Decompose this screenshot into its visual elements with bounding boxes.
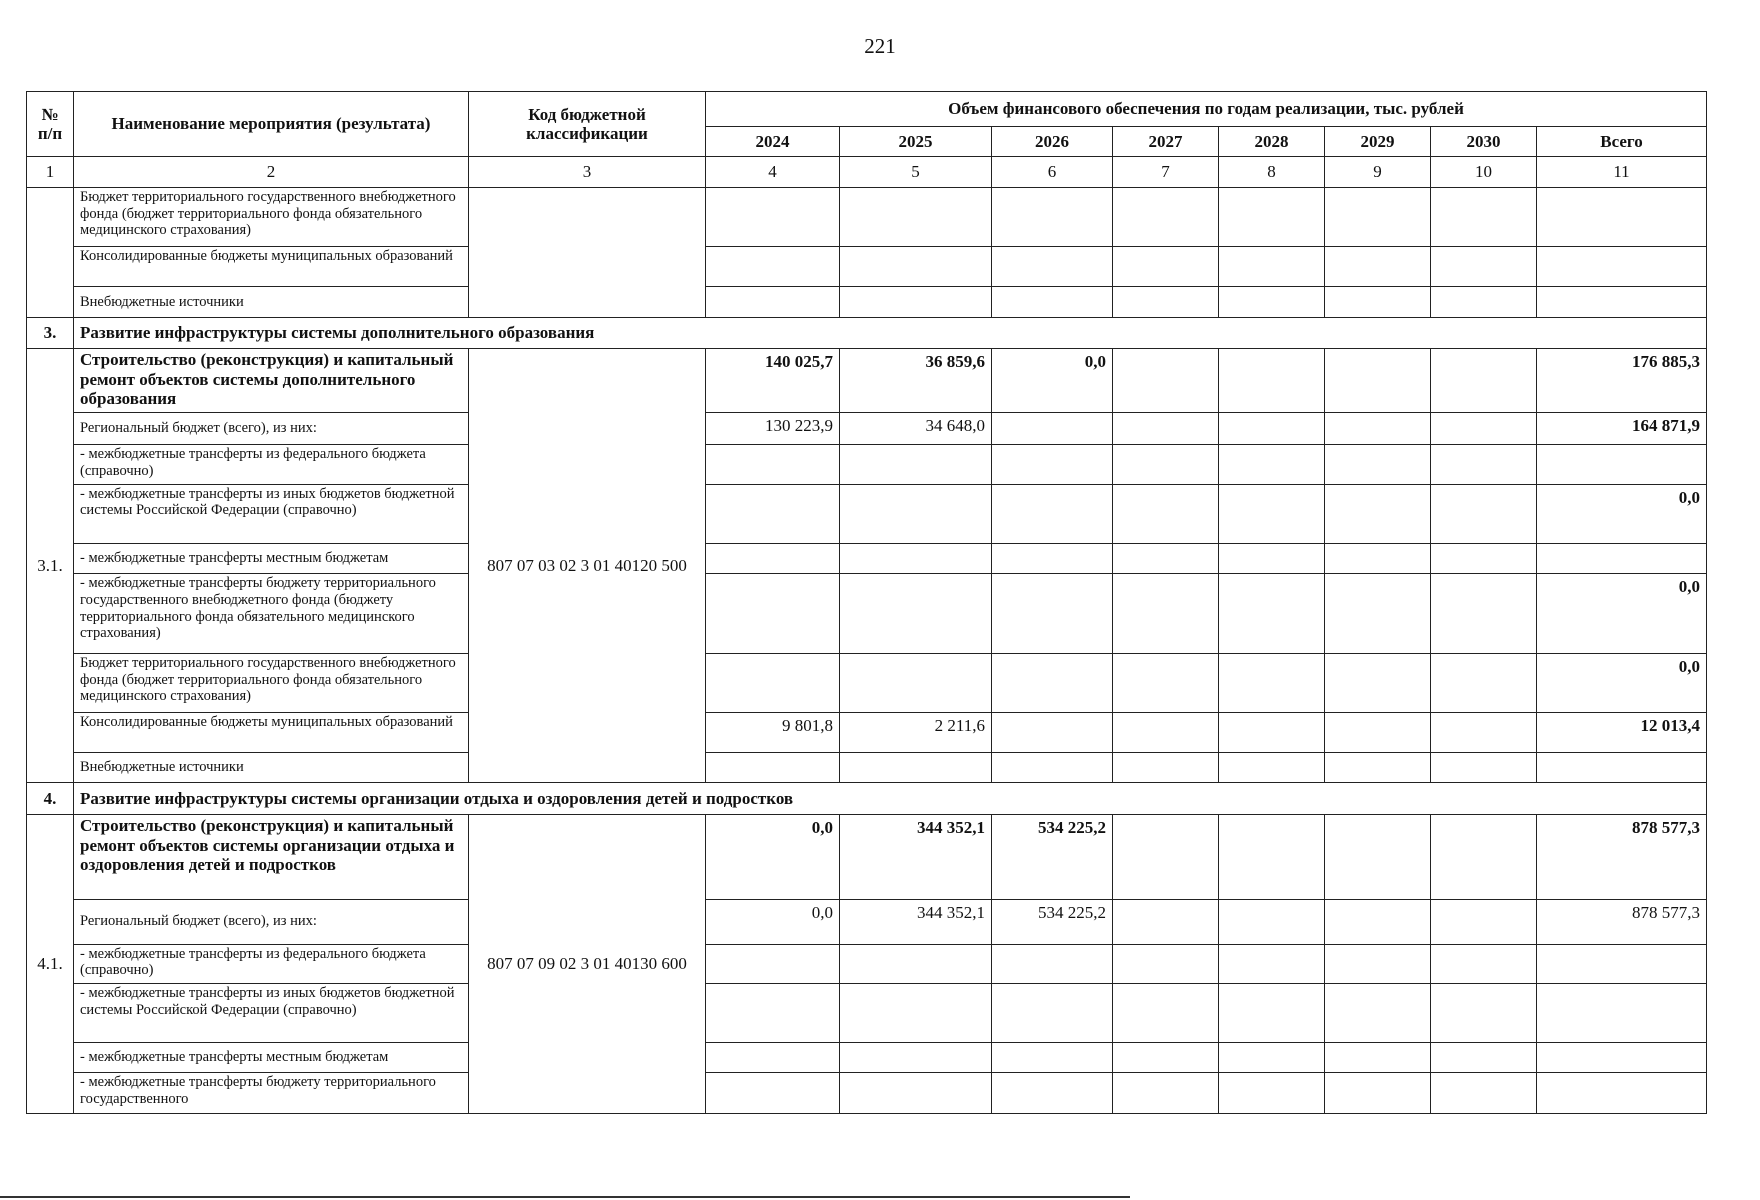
- section-num: 3.: [27, 318, 74, 349]
- cell: [992, 286, 1113, 318]
- value-2026: [992, 713, 1113, 753]
- header-year: 2027: [1113, 126, 1219, 157]
- value-2024: [706, 484, 840, 543]
- value-2024: 130 223,9: [706, 413, 840, 445]
- cell: [1219, 1043, 1325, 1073]
- table-row: [27, 899, 1707, 944]
- value-2026: [992, 1043, 1113, 1073]
- cell: [1113, 815, 1219, 900]
- value-2024: 9 801,8: [706, 713, 840, 753]
- cell: [1325, 815, 1431, 900]
- row-name: Бюджет территориального государственного внебюджетного фонда (бюджет территориального фонда обязательного медицинского страхования): [74, 187, 469, 246]
- row-name: Региональный бюджет (всего), из них:: [74, 413, 469, 445]
- row-name: - межбюджетные трансферты из иных бюджетов бюджетной системы Российской Федерации (справочно): [74, 484, 469, 543]
- value-2025: 36 859,6: [840, 348, 992, 412]
- cell: [1219, 413, 1325, 445]
- cell: [706, 286, 840, 318]
- cell: [1325, 187, 1431, 246]
- cell: [1325, 286, 1431, 318]
- cell: [1325, 984, 1431, 1043]
- cell: [1113, 286, 1219, 318]
- cell: [1113, 1073, 1219, 1114]
- cell: [1219, 348, 1325, 412]
- col-number: 8: [1219, 157, 1325, 188]
- section-num: 4.: [27, 783, 74, 815]
- cell: [1537, 247, 1707, 287]
- cell: [1219, 543, 1325, 574]
- value-2025: 344 352,1: [840, 815, 992, 900]
- row-name: - межбюджетные трансферты местным бюджетам: [74, 543, 469, 574]
- value-total: 176 885,3: [1537, 348, 1707, 412]
- table-row: [27, 1073, 1707, 1114]
- cell: [1431, 653, 1537, 712]
- cell: [1219, 653, 1325, 712]
- header-total: Всего: [1537, 126, 1707, 157]
- col-number: 3: [469, 157, 706, 188]
- cell: [1325, 543, 1431, 574]
- col-number: 7: [1113, 157, 1219, 188]
- cell: [1431, 413, 1537, 445]
- page-number: 221: [864, 34, 896, 58]
- value-total: 878 577,3: [1537, 815, 1707, 900]
- value-total: [1537, 984, 1707, 1043]
- value-2025: [840, 543, 992, 574]
- cell: [1431, 944, 1537, 984]
- value-2026: [992, 944, 1113, 984]
- table-row: [27, 944, 1707, 984]
- value-2026: [992, 752, 1113, 783]
- cell: [1431, 484, 1537, 543]
- item-num: 3.1.: [27, 348, 74, 782]
- value-2024: 0,0: [706, 815, 840, 900]
- cell: [1325, 653, 1431, 712]
- cell: [1431, 444, 1537, 484]
- table-row: [27, 713, 1707, 753]
- cell: [1219, 899, 1325, 944]
- value-total: [1537, 944, 1707, 984]
- table-row: [27, 984, 1707, 1043]
- cell: [1113, 752, 1219, 783]
- value-2026: [992, 413, 1113, 445]
- table-row: [27, 543, 1707, 574]
- section-title: Развитие инфраструктуры системы организации отдыха и оздоровления детей и подростков: [74, 783, 1707, 815]
- value-2025: [840, 1043, 992, 1073]
- cell: [1219, 444, 1325, 484]
- value-2026: 0,0: [992, 348, 1113, 412]
- header-volume: Объем финансового обеспечения по годам реализации, тыс. рублей: [706, 92, 1707, 127]
- table-row: [27, 484, 1707, 543]
- header-row: [27, 92, 1707, 127]
- row-code-empty: [469, 187, 706, 318]
- value-2026: [992, 653, 1113, 712]
- value-total: 0,0: [1537, 574, 1707, 654]
- value-2025: [840, 484, 992, 543]
- cell: [1113, 413, 1219, 445]
- cell: [1325, 899, 1431, 944]
- budget-code: 807 07 09 02 3 01 40130 600: [469, 815, 706, 1114]
- cell: [1113, 1043, 1219, 1073]
- cell: [1537, 286, 1707, 318]
- value-2025: [840, 944, 992, 984]
- cell: [1325, 348, 1431, 412]
- cell: [1325, 247, 1431, 287]
- value-2024: [706, 1073, 840, 1114]
- table-row: [27, 187, 1707, 246]
- value-2024: [706, 444, 840, 484]
- cell: [1325, 752, 1431, 783]
- value-total: [1537, 444, 1707, 484]
- cell: [706, 187, 840, 246]
- cell: [1219, 752, 1325, 783]
- row-name: Внебюджетные источники: [74, 286, 469, 318]
- value-2024: [706, 1043, 840, 1073]
- table-row: [27, 574, 1707, 654]
- value-2024: [706, 653, 840, 712]
- value-2025: 34 648,0: [840, 413, 992, 445]
- row-name: Консолидированные бюджеты муниципальных образований: [74, 713, 469, 753]
- cell: [1219, 944, 1325, 984]
- value-total: 0,0: [1537, 484, 1707, 543]
- col-number: 1: [27, 157, 74, 188]
- value-total: 12 013,4: [1537, 713, 1707, 753]
- value-total: [1537, 1073, 1707, 1114]
- cell: [1219, 286, 1325, 318]
- value-2025: [840, 984, 992, 1043]
- section-title: Развитие инфраструктуры системы дополнительного образования: [74, 318, 1707, 349]
- cell: [1113, 574, 1219, 654]
- col-number: 5: [840, 157, 992, 188]
- cell: [1219, 484, 1325, 543]
- value-2024: [706, 944, 840, 984]
- value-total: 878 577,3: [1537, 899, 1707, 944]
- cell: [1113, 187, 1219, 246]
- cell: [1431, 187, 1537, 246]
- cell: [1219, 713, 1325, 753]
- financing-table: [26, 91, 1707, 1114]
- column-numbers-row: [27, 157, 1707, 188]
- value-2024: [706, 543, 840, 574]
- value-2024: [706, 574, 840, 654]
- cell: [1431, 543, 1537, 574]
- table-row: [27, 413, 1707, 445]
- value-2026: 534 225,2: [992, 815, 1113, 900]
- cell: [1219, 815, 1325, 900]
- cell: [1325, 574, 1431, 654]
- header-code: Код бюджетной классификации: [469, 92, 706, 157]
- row-name: Строительство (реконструкция) и капитальный ремонт объектов системы дополнительного образования: [74, 348, 469, 412]
- cell: [1219, 984, 1325, 1043]
- table-row: [27, 348, 1707, 412]
- value-2026: [992, 444, 1113, 484]
- bottom-rule: [0, 1196, 1130, 1198]
- cell: [1431, 286, 1537, 318]
- cell: [1113, 713, 1219, 753]
- row-name: - межбюджетные трансферты из федерального бюджета (справочно): [74, 944, 469, 984]
- cell: [1325, 713, 1431, 753]
- cell: [1325, 944, 1431, 984]
- cell: [1325, 1043, 1431, 1073]
- row-name: Консолидированные бюджеты муниципальных образований: [74, 247, 469, 287]
- value-2025: [840, 1073, 992, 1114]
- header-year: 2028: [1219, 126, 1325, 157]
- col-number: 4: [706, 157, 840, 188]
- value-2025: [840, 653, 992, 712]
- item-num: 4.1.: [27, 815, 74, 1114]
- table-row: [27, 1043, 1707, 1073]
- value-2024: [706, 984, 840, 1043]
- cell: [1325, 444, 1431, 484]
- value-2025: [840, 752, 992, 783]
- cell: [1113, 247, 1219, 287]
- cell: [1113, 484, 1219, 543]
- header-year: 2025: [840, 126, 992, 157]
- value-2025: [840, 574, 992, 654]
- value-2024: [706, 752, 840, 783]
- value-2026: [992, 984, 1113, 1043]
- section-row: [27, 318, 1707, 349]
- col-number: 2: [74, 157, 469, 188]
- header-name: Наименование мероприятия (результата): [74, 92, 469, 157]
- cell: [1219, 187, 1325, 246]
- value-2025: 344 352,1: [840, 899, 992, 944]
- table-row: [27, 653, 1707, 712]
- table-row: [27, 286, 1707, 318]
- cell: [1113, 444, 1219, 484]
- value-2025: [840, 444, 992, 484]
- cell: [1113, 984, 1219, 1043]
- cell: [1325, 484, 1431, 543]
- row-name: Внебюджетные источники: [74, 752, 469, 783]
- cell: [1431, 574, 1537, 654]
- col-number: 6: [992, 157, 1113, 188]
- row-num-empty: [27, 187, 74, 318]
- value-2026: 534 225,2: [992, 899, 1113, 944]
- budget-code: 807 07 03 02 3 01 40120 500: [469, 348, 706, 782]
- cell: [1431, 752, 1537, 783]
- table-row: [27, 444, 1707, 484]
- cell: [1431, 713, 1537, 753]
- cell: [1537, 187, 1707, 246]
- value-2026: [992, 574, 1113, 654]
- header-year: 2029: [1325, 126, 1431, 157]
- value-total: 0,0: [1537, 653, 1707, 712]
- col-number: 11: [1537, 157, 1707, 188]
- cell: [1431, 1073, 1537, 1114]
- value-2026: [992, 543, 1113, 574]
- cell: [1219, 1073, 1325, 1114]
- value-2026: [992, 484, 1113, 543]
- row-name: Региональный бюджет (всего), из них:: [74, 899, 469, 944]
- cell: [1431, 247, 1537, 287]
- header-year: 2024: [706, 126, 840, 157]
- value-total: 164 871,9: [1537, 413, 1707, 445]
- value-2024: 140 025,7: [706, 348, 840, 412]
- cell: [840, 247, 992, 287]
- cell: [1431, 1043, 1537, 1073]
- cell: [1431, 984, 1537, 1043]
- cell: [992, 187, 1113, 246]
- row-name: - межбюджетные трансферты бюджету территориального государственного: [74, 1073, 469, 1114]
- header-num: № п/п: [27, 92, 74, 157]
- cell: [1113, 899, 1219, 944]
- table-row: [27, 752, 1707, 783]
- header-year: 2026: [992, 126, 1113, 157]
- cell: [840, 286, 992, 318]
- value-total: [1537, 752, 1707, 783]
- cell: [840, 187, 992, 246]
- header-year: 2030: [1431, 126, 1537, 157]
- row-name: - межбюджетные трансферты местным бюджетам: [74, 1043, 469, 1073]
- row-name: - межбюджетные трансферты из федерального бюджета (справочно): [74, 444, 469, 484]
- cell: [992, 247, 1113, 287]
- cell: [1219, 574, 1325, 654]
- cell: [1113, 653, 1219, 712]
- col-number: 9: [1325, 157, 1431, 188]
- table-row: [27, 815, 1707, 900]
- value-total: [1537, 1043, 1707, 1073]
- row-name: Бюджет территориального государственного внебюджетного фонда (бюджет территориального фонда обязательного медицинского страхования): [74, 653, 469, 712]
- col-number: 10: [1431, 157, 1537, 188]
- table-row: [27, 247, 1707, 287]
- cell: [1431, 815, 1537, 900]
- row-name: - межбюджетные трансферты бюджету территориального государственного внебюджетного фонда (бюджету территориального фонда обязательного медицинского страхования): [74, 574, 469, 654]
- cell: [1325, 413, 1431, 445]
- value-total: [1537, 543, 1707, 574]
- cell: [1113, 348, 1219, 412]
- cell: [1113, 543, 1219, 574]
- value-2025: 2 211,6: [840, 713, 992, 753]
- row-name: Строительство (реконструкция) и капитальный ремонт объектов системы организации отдыха и оздоровления детей и подростков: [74, 815, 469, 900]
- row-name: - межбюджетные трансферты из иных бюджетов бюджетной системы Российской Федерации (справочно): [74, 984, 469, 1043]
- cell: [706, 247, 840, 287]
- cell: [1431, 348, 1537, 412]
- cell: [1431, 899, 1537, 944]
- value-2024: 0,0: [706, 899, 840, 944]
- cell: [1219, 247, 1325, 287]
- section-row: [27, 783, 1707, 815]
- value-2026: [992, 1073, 1113, 1114]
- cell: [1113, 944, 1219, 984]
- cell: [1325, 1073, 1431, 1114]
